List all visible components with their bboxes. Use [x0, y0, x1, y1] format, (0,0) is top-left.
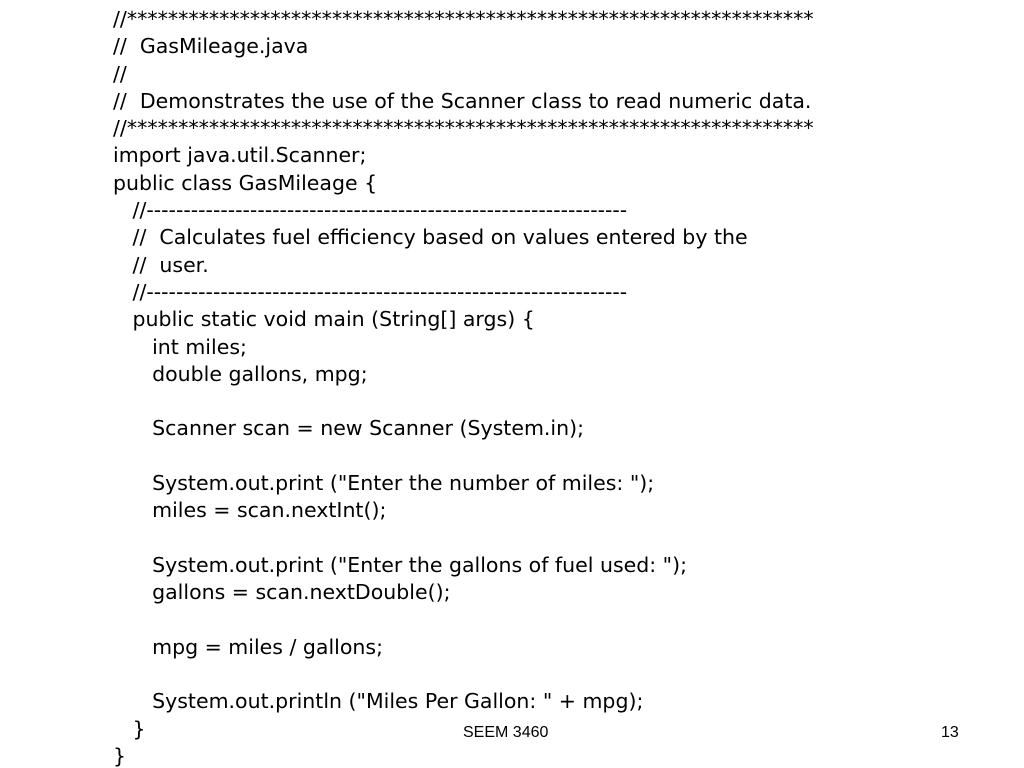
code-line: }: [113, 716, 146, 741]
code-line: [113, 607, 1018, 634]
code-line: // Calculates fuel efficiency based on values entered by the: [113, 225, 748, 250]
code-line: import java.util.Scanner;: [113, 143, 367, 168]
footer-course-label: SEEM 3460: [463, 724, 549, 741]
code-line: mpg = miles / gallons;: [113, 634, 383, 659]
code-line: [113, 661, 1018, 688]
code-line: }: [113, 744, 127, 768]
code-line: //: [113, 61, 127, 86]
code-line: [113, 443, 1018, 470]
code-line: //-----------------------------------------------------------------: [113, 279, 628, 304]
code-line: gallons = scan.nextDouble();: [113, 580, 451, 605]
page-number: 13: [941, 724, 959, 741]
code-line: public class GasMileage {: [113, 170, 378, 195]
code-line: // user.: [113, 252, 209, 277]
code-line: double gallons, mpg;: [113, 361, 368, 386]
code-line: // Demonstrates the use of the Scanner class to read numeric data.: [113, 88, 812, 113]
code-line: // GasMileage.java: [113, 34, 309, 59]
code-line: System.out.println ("Miles Per Gallon: " + mpg);: [113, 689, 644, 714]
code-line: public static void main (String[] args) {: [113, 307, 535, 332]
code-line: System.out.print ("Enter the gallons of fuel used: ");: [113, 552, 688, 577]
code-line: //*******************************************************************: [113, 116, 814, 141]
code-line: int miles;: [113, 334, 247, 359]
code-line: miles = scan.nextInt();: [113, 498, 387, 523]
code-line: [113, 388, 1018, 415]
code-line: [113, 525, 1018, 552]
code-line: Scanner scan = new Scanner (System.in);: [113, 416, 585, 441]
code-line: //-----------------------------------------------------------------: [113, 198, 628, 223]
code-line: //*******************************************************************: [113, 7, 814, 31]
code-listing: [113, 6, 1018, 768]
code-line: System.out.print ("Enter the number of miles: ");: [113, 471, 655, 496]
